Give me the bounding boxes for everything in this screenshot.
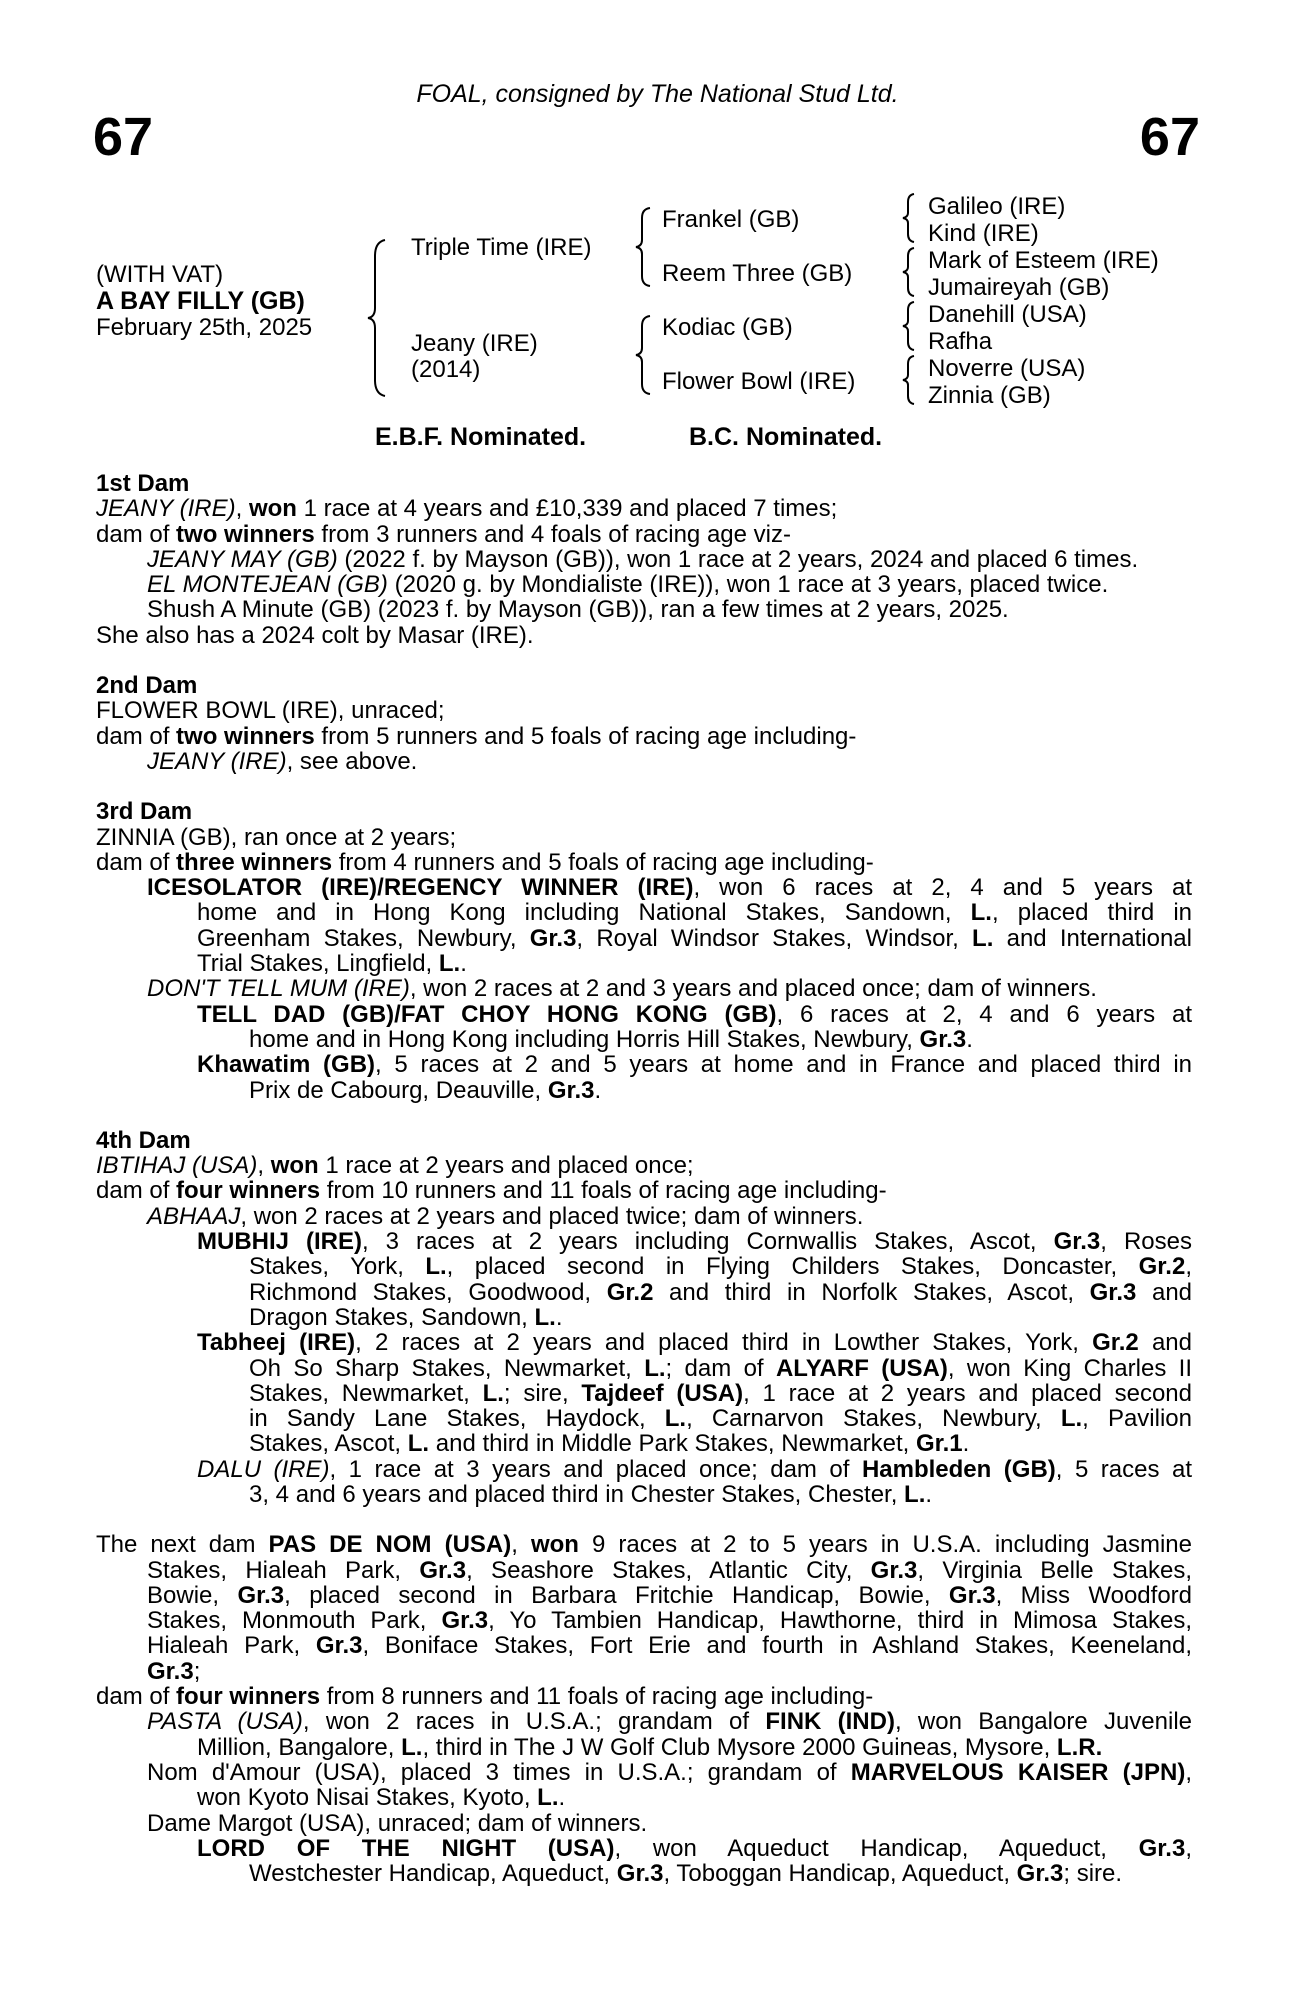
dam-record: IBTIHAJ (USA), won 1 race at 2 years and placed once; [96, 1152, 694, 1180]
bc-nomination: B.C. Nominated. [689, 423, 883, 451]
brace-7 [900, 354, 916, 406]
lot-number-right: 67 [1139, 107, 1200, 167]
fourth-dam-section [96, 1128, 1192, 1507]
brace-4 [900, 192, 916, 244]
foaling-date: February 25th, 2025 [96, 314, 313, 341]
grandproduce-entry: MUBHIJ (IRE), 3 races at 2 years including Cornwallis Stakes, Ascot, Gr.3, Roses Stakes, York, L., placed second in Flying Childers Stakes, Doncaster, Gr.2, Richmond Stakes, Goodwood, Gr.2 and third in Norfolk Stakes, Ascot, Gr.3 and Dragon Stakes, Sandown, L.. [197, 1228, 1193, 1331]
third-dam-section [96, 799, 1192, 1103]
sire-name: Triple Time (IRE) [411, 234, 592, 261]
dam-record: FLOWER BOWL (IRE), unraced; [96, 697, 445, 725]
brace-6 [900, 300, 916, 352]
produce-entry: JEANY MAY (GB) (2022 f. by Mayson (GB)), won 1 race at 2 years, 2024 and placed 6 times. [147, 545, 1139, 573]
brace-5 [900, 246, 916, 298]
section-heading: 2nd Dam [96, 672, 198, 700]
grandproduce-entry: TELL DAD (GB)/FAT CHOY HONG KONG (GB), 6 races at 2, 4 and 6 years at home and in Hong Kong including Horris Hill Stakes, Newbury, Gr.3. [197, 1000, 1192, 1053]
horse-name: A BAY FILLY (GB) [96, 287, 305, 315]
ancestor-4: Jumaireyah (GB) [928, 274, 1110, 301]
second-dam-section [96, 673, 1192, 774]
section-heading: 1st Dam [96, 470, 190, 497]
grandproduce-entry: DALU (IRE), 1 race at 3 years and placed once; dam of Hambleden (GB), 5 races at 3, 4 and 6 years and placed third in Chester Stakes, Chester, L.. [197, 1455, 1193, 1508]
sire-sire: Frankel (GB) [662, 206, 800, 233]
dam-sire: Kodiac (GB) [662, 314, 793, 341]
won-text: won [248, 495, 297, 523]
ancestor-8: Zinnia (GB) [928, 382, 1051, 409]
ancestor-1: Galileo (IRE) [928, 193, 1066, 220]
produce-entry: JEANY (IRE), see above. [147, 747, 418, 775]
dam-year: (2014) [411, 356, 481, 383]
vat-note: (WITH VAT) [96, 261, 224, 288]
ebf-nomination: E.B.F. Nominated. [375, 423, 587, 451]
dam-dam: Flower Bowl (IRE) [662, 368, 856, 395]
produce-entry: EL MONTEJEAN (GB) (2020 g. by Mondialiste (IRE)), won 1 race at 3 years, placed twice. [147, 571, 1109, 599]
consignment-line: FOAL, consigned by The National Stud Ltd. [416, 80, 899, 108]
section-heading: 3rd Dam [96, 798, 193, 826]
dam-of-line: dam of two winners from 5 runners and 5 foals of racing age including- [96, 722, 857, 750]
next-dam-section: The next dam PAS DE NOM (USA), won 9 races at 2 to 5 years in U.S.A. including Jasmine Stakes, Hialeah Park, Gr.3, Seashore Stakes, Atlantic City, Gr.3, Virginia Belle Stakes, Bowie, Gr.3, placed second in Barbara Fritchie Handicap, Bowie, Gr.3, Miss Woodford Stakes, Monmouth Park, Gr.3, Yo Tambien Handicap, Hawthorne, third in Mimosa Stakes, Hialeah Park, Gr.3, Boniface Stakes, Fort Erie and fourth in Ashland Stakes, Keeneland, Gr.3; dam of four winners from 8 runners and 11 foals of racing age including- PASTA (USA), won 2 races in U.S.A.; grandam of FINK (IND), won Bangalore Juvenile Million, Bangalore, L., third in The J W Golf Club Mysore 2000 Guineas, Mysore, L.R. Nom d'Amour (USA), placed 3 times in U.S.A.; grandam of MARVELOUS KAISER (JPN), won Kyoto Nisai Stakes, Kyoto, L.. Dame Margot (USA), unraced; dam of winners. LORD OF THE NIGHT (USA), won Aqueduct Handicap, Aqueduct, Gr.3, Westchester Handicap, Aqueduct, Gr.3, Toboggan Handicap, Aqueduct, Gr.3; sire. [96, 1531, 1193, 1888]
grandproduce-entry: Tabheej (IRE), 2 races at 2 years and placed third in Lowther Stakes, York, Gr.2 and Oh So Sharp Stakes, Newmarket, L.; dam of ALYARF (USA), won King Charles II Stakes, Newmarket, L.; sire, Tajdeef (USA), 1 race at 2 years and placed second in Sandy Lane Stakes, Haydock, L., Carnarvon Stakes, Newbury, L., Pavilion Stakes, Ascot, L. and third in Middle Park Stakes, Newmarket, Gr.1. [197, 1329, 1193, 1458]
lot-number-left: 67 [93, 107, 154, 167]
section-heading: 4th Dam [96, 1126, 191, 1154]
dam-record: JEANY (IRE), won 1 race at 4 years and £10,339 and placed 7 times; [96, 495, 838, 523]
produce-entry: Dame Margot (USA), unraced; dam of winners. [147, 1809, 648, 1837]
produce-entry: Shush A Minute (GB) (2023 f. by Mayson (GB)), ran a few times at 2 years, 2025. [147, 596, 1009, 624]
dam-of-line: dam of three winners from 4 runners and 5 foals of racing age including- [96, 848, 874, 876]
brace-2 [633, 206, 653, 288]
brace-3 [633, 314, 653, 396]
dam-name: Jeany (IRE) [411, 330, 538, 357]
produce-entry: ICESOLATOR (IRE)/REGENCY WINNER (IRE), won 6 races at 2, 4 and 5 years at home and in Hong Kong including National Stakes, Sandown, L., placed third in Greenham Stakes, Newbury, Gr.3, Royal Windsor Stakes, Windsor, L. and International Trial Stakes, Lingfield, L.. [147, 874, 1192, 978]
grandproduce-entry: LORD OF THE NIGHT (USA), won Aqueduct Handicap, Aqueduct, Gr.3, Westchester Handicap, Aqueduct, Gr.3, Toboggan Handicap, Aqueduct, Gr.3; sire. [197, 1834, 1192, 1888]
grandproduce-entry: Khawatim (GB), 5 races at 2 and 5 years at home and in France and placed third in Prix de Cabourg, Deauville, Gr.3. [197, 1051, 1192, 1104]
also-note: She also has a 2024 colt by Masar (IRE). [96, 621, 534, 649]
dam-of-line: dam of two winners from 3 runners and 4 foals of racing age viz- [96, 520, 791, 548]
first-dam-section [96, 471, 1192, 648]
ancestor-7: Noverre (USA) [928, 355, 1086, 382]
dam-name: JEANY (IRE) [96, 495, 236, 523]
ancestor-6: Rafha [928, 328, 993, 355]
produce-entry: DON'T TELL MUM (IRE), won 2 races at 2 and 3 years and placed once; dam of winners. [147, 975, 1097, 1003]
dam-of-line: dam of four winners from 10 runners and 11 foals of racing age including- [96, 1177, 887, 1205]
produce-entry: Nom d'Amour (USA), placed 3 times in U.S.A.; grandam of MARVELOUS KAISER (JPN), won Kyoto Nisai Stakes, Kyoto, L.. [147, 1758, 1192, 1812]
ancestor-3: Mark of Esteem (IRE) [928, 247, 1159, 274]
produce-entry: PASTA (USA), won 2 races in U.S.A.; grandam of FINK (IND), won Bangalore Juvenile Million, Bangalore, L., third in The J W Golf Club Mysore 2000 Guineas, Mysore, L.R. [147, 1708, 1193, 1761]
dam-record: ZINNIA (GB), ran once at 2 years; [96, 823, 457, 851]
catalogue-body [96, 471, 1192, 1911]
produce-entry: ABHAAJ, won 2 races at 2 years and placed twice; dam of winners. [147, 1202, 864, 1230]
dam-of-line: dam of four winners from 8 runners and 11 foals of racing age including- [96, 1683, 874, 1711]
ancestor-2: Kind (IRE) [928, 220, 1039, 247]
brace-1 [365, 238, 389, 398]
sire-dam: Reem Three (GB) [662, 260, 853, 287]
next-dam-line: The next dam PAS DE NOM (USA), won 9 races at 2 to 5 years in U.S.A. including Jasmine [96, 1531, 1192, 1559]
ancestor-5: Danehill (USA) [928, 301, 1087, 328]
